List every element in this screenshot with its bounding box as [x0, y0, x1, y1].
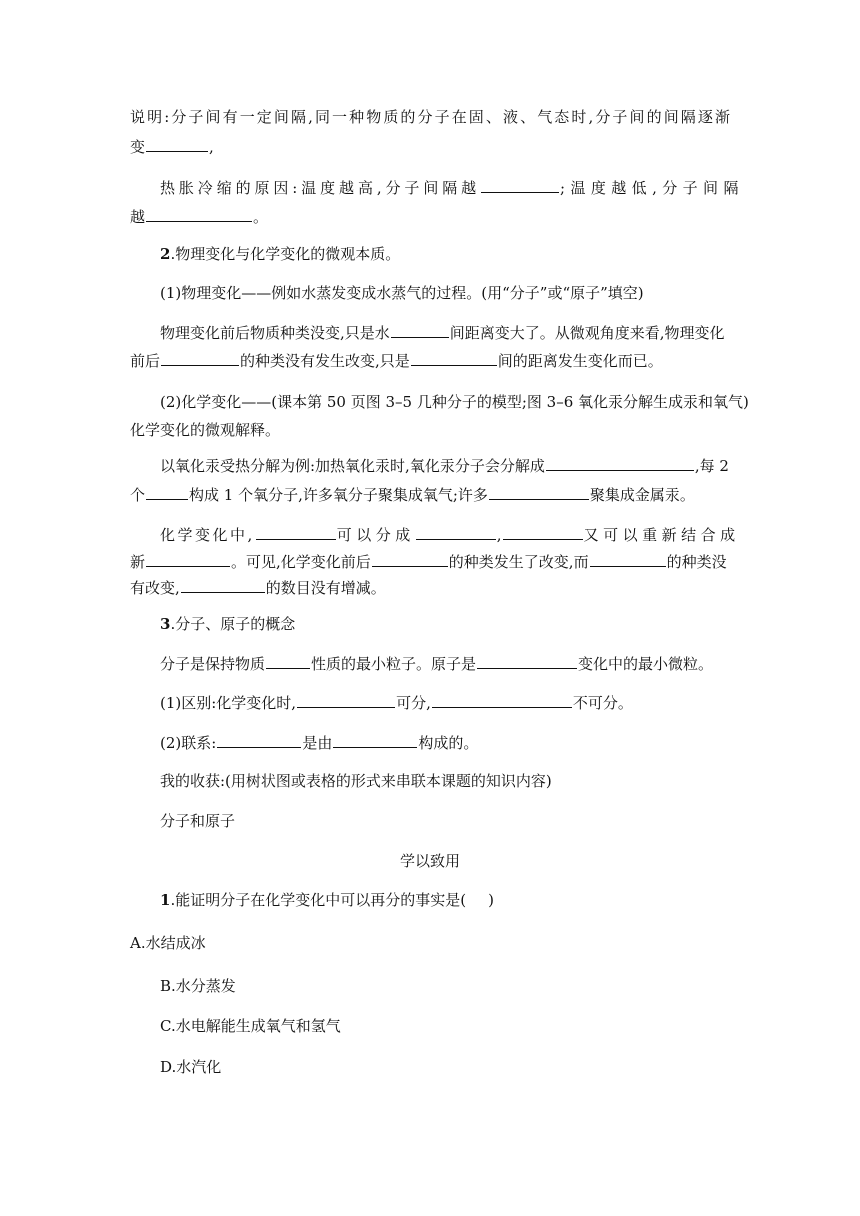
body-text: 以氧化汞受热分解为例:加热氧化汞时,氧化汞分子会分解成 [160, 457, 545, 475]
note-line-2 [130, 136, 730, 157]
question-1 [160, 890, 760, 910]
body-text: 。可见,化学变化前后 [231, 553, 371, 571]
fill-blank[interactable] [481, 177, 559, 193]
question-number: 1 [160, 891, 171, 909]
fill-blank[interactable] [411, 350, 497, 366]
thermal-text: 热胀冷缩的原因:温度越高,分子间隔越 [160, 179, 481, 197]
option-c[interactable] [160, 1016, 760, 1036]
fill-blank[interactable] [372, 551, 448, 567]
thermal-text: 越 [130, 208, 146, 226]
section-number: 3 [160, 615, 171, 633]
body-text: 分子是保持物质 [160, 655, 266, 673]
body-text: (2)联系: [160, 734, 217, 752]
fill-blank[interactable] [146, 206, 252, 222]
chemical-line-4 [130, 551, 730, 572]
chemical-line-5 [130, 577, 730, 598]
option-text: A.水结成冰 [130, 934, 206, 952]
question-text: .能证明分子在化学变化中可以再分的事实是( [170, 891, 467, 909]
body-text: 又可以重新结合成 [583, 526, 740, 544]
fill-blank[interactable] [146, 136, 208, 152]
thermal-line-1 [160, 177, 744, 198]
thermal-text: ;温度越低,分子间隔 [560, 179, 744, 197]
concept-line-3 [160, 732, 760, 753]
subsection-title: (2)化学变化——(课本第 50 页图 3–5 几种分子的模型;图 3–6 氧化汞分解生成汞和氧气) [160, 393, 749, 411]
thermal-text: 。 [253, 208, 269, 226]
fill-blank[interactable] [489, 484, 589, 500]
fill-blank[interactable] [256, 524, 336, 540]
option-text: B.水分蒸发 [160, 977, 236, 995]
body-text: , [496, 526, 502, 544]
note-text: , [209, 138, 214, 156]
concept-line-2 [160, 692, 760, 713]
body-text: 有改变, [130, 579, 180, 597]
body-text: 的种类没 [666, 553, 727, 571]
section-title-center [0, 851, 860, 871]
fill-blank[interactable] [432, 692, 572, 708]
option-text: C.水电解能生成氧气和氢气 [160, 1017, 341, 1035]
body-text: 前后 [130, 352, 161, 370]
topic-line [160, 811, 760, 831]
option-b[interactable] [160, 976, 760, 996]
section-2-heading [160, 244, 760, 264]
body-text: 的种类没有发生改变,只是 [240, 352, 410, 370]
option-a[interactable] [130, 933, 730, 953]
harvest-text: 我的收获:(用树状图或表格的形式来串联本课题的知识内容) [160, 772, 552, 790]
body-text: (1)区别:化学变化时, [160, 694, 297, 712]
topic-text: 分子和原子 [160, 812, 236, 830]
fill-blank[interactable] [146, 551, 230, 567]
note-text: 变 [130, 138, 146, 156]
body-text: 间距离变大了。从微观角度来看,物理变化 [449, 324, 725, 342]
body-text: ,每 2 [694, 457, 729, 475]
body-text: 新 [130, 553, 146, 571]
section-title: .分子、原子的概念 [170, 615, 296, 633]
subsection-title: (1)物理变化——例如水蒸发变成水蒸气的过程。(用“分子”或“原子”填空) [160, 284, 644, 302]
fill-blank[interactable] [590, 551, 666, 567]
note-line-1 [130, 107, 730, 127]
fill-blank[interactable] [477, 653, 577, 669]
thermal-line-2 [130, 206, 730, 227]
body-text: 构成 1 个氧分子,许多氧分子聚集成氧气;许多 [189, 486, 488, 504]
body-text: 不可分。 [572, 694, 633, 712]
body-text: 是由 [302, 734, 333, 752]
practice-title: 学以致用 [399, 852, 460, 870]
physical-change-heading [160, 283, 760, 303]
fill-blank[interactable] [503, 524, 583, 540]
chemical-line-2 [130, 484, 730, 505]
chemical-change-heading [160, 392, 749, 412]
physical-line-1 [160, 322, 730, 343]
fill-blank[interactable] [297, 692, 395, 708]
fill-blank[interactable] [546, 455, 694, 471]
fill-blank[interactable] [146, 484, 188, 500]
question-text: ) [488, 891, 494, 909]
harvest-line [160, 771, 760, 791]
note-text: 说明:分子间有一定间隔,同一种物质的分子在固、液、气态时,分子间的间隔逐渐 [130, 108, 730, 126]
body-text: 性质的最小粒子。原子是 [311, 655, 477, 673]
fill-blank[interactable] [217, 732, 301, 748]
body-text: 构成的。 [418, 734, 479, 752]
subsection-title: 化学变化的微观解释。 [130, 421, 281, 439]
fill-blank[interactable] [391, 322, 449, 338]
body-text: 的种类发生了改变,而 [448, 553, 589, 571]
fill-blank[interactable] [416, 524, 496, 540]
physical-line-2 [130, 350, 730, 371]
concept-line-1 [160, 653, 760, 674]
body-text: 化学变化中, [160, 526, 255, 544]
fill-blank[interactable] [181, 577, 265, 593]
fill-blank[interactable] [333, 732, 417, 748]
body-text: 的数目没有增减。 [265, 579, 386, 597]
body-text: 物理变化前后物质种类没变,只是水 [160, 324, 390, 342]
option-text: D.水汽化 [160, 1058, 222, 1076]
chemical-line-3 [160, 524, 740, 545]
fill-blank[interactable] [266, 653, 310, 669]
body-text: 可分, [396, 694, 431, 712]
body-text: 可以分成 [336, 526, 415, 544]
option-d[interactable] [160, 1057, 760, 1077]
body-text: 间的距离发生变化而已。 [497, 352, 663, 370]
section-3-heading [160, 614, 760, 634]
section-number: 2 [160, 245, 171, 263]
body-text: 个 [130, 486, 146, 504]
section-title: .物理变化与化学变化的微观本质。 [170, 245, 401, 263]
chemical-change-heading-2 [130, 420, 730, 440]
body-text: 聚集成金属汞。 [589, 486, 695, 504]
chemical-line-1 [160, 455, 730, 476]
body-text: 变化中的最小微粒。 [578, 655, 714, 673]
fill-blank[interactable] [161, 350, 239, 366]
